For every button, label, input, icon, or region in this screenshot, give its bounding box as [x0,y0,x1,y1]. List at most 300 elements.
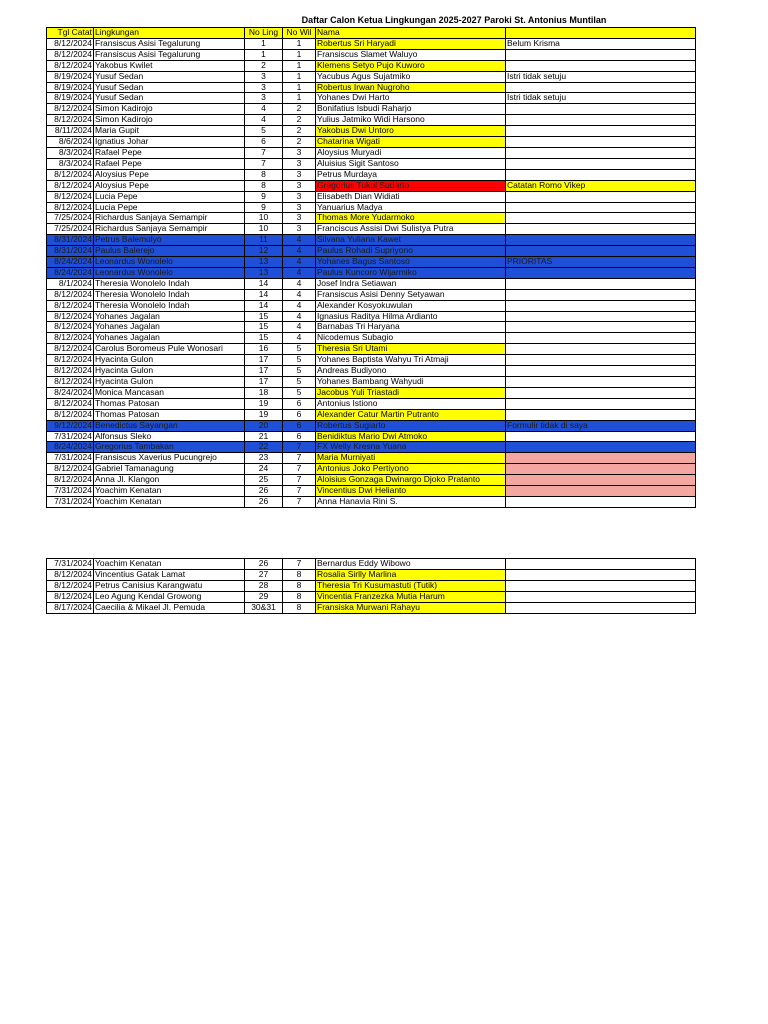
table-row [47,420,696,431]
document-title: Daftar Calon Ketua Lingkungan 2025-2027 Paroki St. Antonius Muntilan [301,15,607,25]
cell-lingkungan: Richardus Sanjaya Semampir [94,224,245,235]
cell-no-wil: 3 [283,169,316,180]
cell-lingkungan: Gabriel Tamanagung [94,464,245,475]
cell-note [506,202,696,213]
cell-no-ling: 24 [245,464,283,475]
cell-tgl-catat: 8/31/2024 [47,246,94,257]
cell-nama: Josef Indra Setiawan [316,278,506,289]
cell-lingkungan: Richardus Sanjaya Semampir [94,213,245,224]
cell-note [506,475,696,486]
cell-note [506,387,696,398]
cell-no-ling: 17 [245,377,283,388]
cell-no-wil: 4 [283,235,316,246]
cell-no-ling: 7 [245,158,283,169]
cell-no-ling: 16 [245,344,283,355]
cell-lingkungan: Fransiscus Asisi Tegalurung [94,49,245,60]
cell-no-wil: 4 [283,278,316,289]
cell-note [506,158,696,169]
cell-note [506,300,696,311]
table-row [47,267,696,278]
cell-tgl-catat: 8/12/2024 [47,580,94,591]
cell-lingkungan: Hyacinta Gulon [94,366,245,377]
cell-tgl-catat: 8/12/2024 [47,377,94,388]
cell-lingkungan: Lucia Pepe [94,191,245,202]
table-row [47,278,696,289]
cell-tgl-catat: 8/6/2024 [47,137,94,148]
cell-note [506,496,696,507]
cell-note [506,224,696,235]
cell-lingkungan: Theresia Wonolelo Indah [94,278,245,289]
table-row [47,453,696,464]
cell-tgl-catat: 8/12/2024 [47,38,94,49]
candidate-table [46,27,696,508]
cell-no-wil: 4 [283,333,316,344]
cell-tgl-catat: 8/12/2024 [47,191,94,202]
table-row [47,82,696,93]
cell-tgl-catat: 8/12/2024 [47,115,94,126]
cell-no-wil: 7 [283,442,316,453]
cell-nama: Antonius Istiono [316,398,506,409]
cell-tgl-catat: 7/31/2024 [47,453,94,464]
cell-no-ling: 3 [245,93,283,104]
cell-no-wil: 1 [283,60,316,71]
cell-tgl-catat: 7/31/2024 [47,486,94,497]
cell-no-ling: 22 [245,442,283,453]
cell-no-wil: 1 [283,82,316,93]
cell-tgl-catat: 8/31/2024 [47,235,94,246]
cell-lingkungan: Simon Kadirojo [94,104,245,115]
cell-note: Istri tidak setuju [506,93,696,104]
cell-no-wil: 3 [283,191,316,202]
cell-no-wil: 4 [283,289,316,300]
table-row [47,366,696,377]
cell-nama: Alexander Catur Martin Putranto [316,409,506,420]
cell-no-ling: 18 [245,387,283,398]
cell-no-ling: 1 [245,38,283,49]
cell-no-wil: 4 [283,267,316,278]
cell-note [506,267,696,278]
cell-note: Belum Krisma [506,38,696,49]
candidate-table-continued [46,558,696,614]
cell-nama: Bernardus Eddy Wibowo [316,559,506,570]
cell-tgl-catat: 8/12/2024 [47,366,94,377]
header-note [506,28,696,39]
cell-note [506,486,696,497]
cell-nama: Vincentius Dwi Helianto [316,486,506,497]
cell-no-wil: 5 [283,377,316,388]
cell-nama: Aloisius Gonzaga Dwinargo Djoko Pratanto [316,475,506,486]
cell-tgl-catat: 8/12/2024 [47,409,94,420]
cell-no-ling: 27 [245,569,283,580]
cell-tgl-catat: 8/12/2024 [47,475,94,486]
table-row [47,235,696,246]
table-row [47,398,696,409]
cell-nama: Fransiscus Slamet Waluyo [316,49,506,60]
cell-tgl-catat: 7/25/2024 [47,224,94,235]
cell-no-ling: 3 [245,82,283,93]
cell-lingkungan: Fransiscus Asisi Tegalurung [94,38,245,49]
cell-lingkungan: Alfonsus Sleko [94,431,245,442]
cell-nama: Yohanes Bagus Santoso [316,257,506,268]
cell-no-wil: 3 [283,213,316,224]
cell-no-ling: 2 [245,60,283,71]
cell-tgl-catat: 8/19/2024 [47,93,94,104]
cell-lingkungan: Carolus Boromeus Pule Wonosari [94,344,245,355]
header-no-wil: No Wil [283,28,316,39]
table-row [47,569,696,580]
cell-note [506,442,696,453]
header-tgl-catat: Tgl Catat [47,28,94,39]
cell-lingkungan: Vincentius Gatak Lamat [94,569,245,580]
cell-no-ling: 5 [245,126,283,137]
cell-tgl-catat: 8/12/2024 [47,311,94,322]
cell-no-wil: 5 [283,387,316,398]
cell-tgl-catat: 8/12/2024 [47,591,94,602]
cell-no-wil: 2 [283,115,316,126]
table-row [47,93,696,104]
cell-no-ling: 29 [245,591,283,602]
cell-tgl-catat: 8/12/2024 [47,60,94,71]
cell-nama: Thomas More Yudarmoko [316,213,506,224]
cell-nama: Nicodemus Subagio [316,333,506,344]
cell-note: Istri tidak setuju [506,71,696,82]
cell-lingkungan: Yohanes Jagalan [94,322,245,333]
cell-tgl-catat: 8/24/2024 [47,257,94,268]
cell-tgl-catat: 8/12/2024 [47,169,94,180]
cell-no-ling: 28 [245,580,283,591]
cell-lingkungan: Thomas Patosan [94,398,245,409]
table-row [47,311,696,322]
cell-lingkungan: Hyacinta Gulon [94,355,245,366]
cell-tgl-catat: 9/12/2024 [47,420,94,431]
cell-nama: Ignasius Raditya Hilma Ardianto [316,311,506,322]
cell-nama: Yakobus Dwi Untoro [316,126,506,137]
table-row [47,191,696,202]
cell-tgl-catat: 8/24/2024 [47,267,94,278]
cell-note: Formulir tidak di saya [506,420,696,431]
cell-lingkungan: Petrus Balemulyo [94,235,245,246]
table-row [47,202,696,213]
cell-no-ling: 10 [245,213,283,224]
cell-lingkungan: Yoachim Kenatan [94,496,245,507]
cell-note [506,591,696,602]
cell-tgl-catat: 7/25/2024 [47,213,94,224]
cell-no-wil: 8 [283,591,316,602]
cell-no-ling: 4 [245,104,283,115]
cell-nama: Elisabeth Dian Widiati [316,191,506,202]
cell-tgl-catat: 7/31/2024 [47,431,94,442]
cell-lingkungan: Yoachim Kenatan [94,486,245,497]
cell-lingkungan: Yusuf Sedan [94,93,245,104]
cell-no-ling: 15 [245,322,283,333]
cell-lingkungan: Yusuf Sedan [94,82,245,93]
cell-nama: Fransiska Murwani Rahayu [316,602,506,613]
cell-nama: Robertus Sugiarto [316,420,506,431]
cell-nama: Yulius Jatmiko Widi Harsono [316,115,506,126]
cell-no-wil: 7 [283,475,316,486]
cell-note [506,322,696,333]
cell-nama: Yacubus Agus Sujatmiko [316,71,506,82]
cell-no-wil: 6 [283,420,316,431]
cell-tgl-catat: 8/12/2024 [47,344,94,355]
cell-tgl-catat: 8/12/2024 [47,180,94,191]
table-row [47,559,696,570]
cell-lingkungan: Leonardus Wonolelo [94,267,245,278]
candidate-table-body [47,38,696,507]
cell-nama: Andreas Budiyono [316,366,506,377]
cell-tgl-catat: 8/24/2024 [47,387,94,398]
cell-lingkungan: Hyacinta Gulon [94,377,245,388]
cell-note [506,115,696,126]
cell-no-wil: 6 [283,398,316,409]
cell-nama: Petrus Murdaya [316,169,506,180]
cell-nama: Vincentia Franzezka Mutia Harum [316,591,506,602]
cell-nama: Paulus Kuncoro Wijarmiko [316,267,506,278]
cell-note [506,60,696,71]
cell-nama: Gregorius Tukul Sudarto [316,180,506,191]
cell-no-ling: 25 [245,475,283,486]
table-row [47,158,696,169]
cell-no-ling: 26 [245,486,283,497]
header-no-ling: No Ling [245,28,283,39]
cell-tgl-catat: 8/12/2024 [47,289,94,300]
cell-note [506,366,696,377]
table-row [47,38,696,49]
cell-nama: Bonifatius Isbudi Raharjo [316,104,506,115]
cell-nama: FX Welly Kresna Yuana [316,442,506,453]
cell-nama: Alexander Kosyokuwulan [316,300,506,311]
cell-no-wil: 8 [283,569,316,580]
cell-lingkungan: Petrus Canisius Karangwatu [94,580,245,591]
cell-no-ling: 26 [245,496,283,507]
table-row [47,137,696,148]
cell-no-ling: 1 [245,49,283,60]
cell-tgl-catat: 8/12/2024 [47,322,94,333]
cell-tgl-catat: 8/12/2024 [47,333,94,344]
table-row [47,387,696,398]
cell-no-wil: 7 [283,453,316,464]
cell-nama: Benidiktus Mario Dwi Atmoko [316,431,506,442]
cell-lingkungan: Aloysius Pepe [94,180,245,191]
cell-nama: Maria Murniyati [316,453,506,464]
cell-note: Catatan Romo Vikep [506,180,696,191]
cell-lingkungan: Yohanes Jagalan [94,333,245,344]
cell-nama: Yanuarius Madya [316,202,506,213]
cell-no-wil: 8 [283,602,316,613]
cell-note [506,377,696,388]
table-row [47,257,696,268]
cell-tgl-catat: 8/12/2024 [47,464,94,475]
cell-tgl-catat: 8/17/2024 [47,602,94,613]
cell-tgl-catat: 8/12/2024 [47,300,94,311]
cell-no-wil: 3 [283,147,316,158]
cell-no-ling: 20 [245,420,283,431]
table-row [47,49,696,60]
cell-no-wil: 4 [283,311,316,322]
table-row [47,486,696,497]
cell-no-wil: 4 [283,246,316,257]
table-row [47,60,696,71]
cell-tgl-catat: 8/12/2024 [47,49,94,60]
cell-tgl-catat: 8/12/2024 [47,355,94,366]
table-row [47,289,696,300]
cell-no-wil: 1 [283,49,316,60]
cell-no-ling: 14 [245,278,283,289]
table-header-row [47,28,696,39]
cell-no-ling: 8 [245,180,283,191]
cell-note [506,311,696,322]
cell-nama: Silvana Yuliana Kawet [316,235,506,246]
cell-no-ling: 17 [245,366,283,377]
cell-lingkungan: Theresia Wonolelo Indah [94,300,245,311]
cell-tgl-catat: 8/12/2024 [47,202,94,213]
cell-nama: Theresia Tri Kusumastuti (Tutik) [316,580,506,591]
cell-note [506,147,696,158]
cell-nama: Anna Hanavia Rini S. [316,496,506,507]
cell-lingkungan: Rafael Pepe [94,158,245,169]
cell-no-wil: 1 [283,93,316,104]
cell-no-ling: 14 [245,289,283,300]
table-row [47,409,696,420]
cell-note [506,191,696,202]
cell-nama: Klemens Setyo Pujo Kuworo [316,60,506,71]
table-row [47,126,696,137]
cell-nama: Yohanes Baptista Wahyu Tri Atmaji [316,355,506,366]
cell-no-ling: 4 [245,115,283,126]
cell-no-ling: 30&31 [245,602,283,613]
cell-no-wil: 5 [283,355,316,366]
cell-no-wil: 7 [283,559,316,570]
cell-no-wil: 3 [283,202,316,213]
cell-nama: Aloysius Muryadi [316,147,506,158]
cell-no-ling: 26 [245,559,283,570]
cell-note [506,169,696,180]
cell-note [506,333,696,344]
cell-note [506,235,696,246]
cell-no-wil: 7 [283,464,316,475]
cell-no-wil: 4 [283,322,316,333]
cell-no-ling: 19 [245,398,283,409]
cell-tgl-catat: 8/24/2024 [47,442,94,453]
cell-no-ling: 9 [245,202,283,213]
cell-tgl-catat: 8/11/2024 [47,126,94,137]
table-row [47,213,696,224]
cell-no-wil: 8 [283,580,316,591]
cell-note [506,431,696,442]
cell-nama: Rosalia Sirlly Marlina [316,569,506,580]
cell-lingkungan: Fransiscus Xaverius Pucungrejo [94,453,245,464]
cell-note [506,453,696,464]
cell-tgl-catat: 8/12/2024 [47,398,94,409]
cell-no-wil: 4 [283,257,316,268]
cell-lingkungan: Yusuf Sedan [94,71,245,82]
table-row [47,442,696,453]
cell-note [506,569,696,580]
cell-no-ling: 8 [245,169,283,180]
cell-no-wil: 2 [283,126,316,137]
cell-note [506,355,696,366]
cell-lingkungan: Caecilia & Mikael Jl. Pemuda [94,602,245,613]
cell-no-wil: 2 [283,104,316,115]
cell-note [506,344,696,355]
cell-no-ling: 15 [245,311,283,322]
cell-lingkungan: Yohanes Jagalan [94,311,245,322]
cell-no-ling: 19 [245,409,283,420]
cell-no-wil: 6 [283,409,316,420]
cell-note [506,82,696,93]
cell-no-ling: 6 [245,137,283,148]
cell-note [506,559,696,570]
cell-no-wil: 2 [283,137,316,148]
cell-lingkungan: Leonardus Wonolelo [94,257,245,268]
table-row [47,180,696,191]
cell-no-wil: 3 [283,224,316,235]
cell-no-wil: 7 [283,486,316,497]
cell-no-wil: 3 [283,158,316,169]
cell-no-wil: 4 [283,300,316,311]
cell-nama: Chatarina Wigati [316,137,506,148]
cell-tgl-catat: 8/12/2024 [47,104,94,115]
cell-no-ling: 14 [245,300,283,311]
cell-tgl-catat: 8/19/2024 [47,71,94,82]
table-row [47,115,696,126]
table-row [47,147,696,158]
cell-nama: Barnabas Tri Haryana [316,322,506,333]
cell-note [506,278,696,289]
cell-nama: Yohanes Dwi Harto [316,93,506,104]
cell-lingkungan: Ignatius Johar [94,137,245,148]
table-row [47,246,696,257]
table-row [47,431,696,442]
cell-lingkungan: Maria Gupit [94,126,245,137]
cell-note [506,580,696,591]
table-row [47,224,696,235]
cell-no-ling: 13 [245,267,283,278]
cell-lingkungan: Benedictus Sayangan [94,420,245,431]
cell-lingkungan: Theresia Wonolelo Indah [94,289,245,300]
cell-no-wil: 3 [283,180,316,191]
table-row [47,300,696,311]
cell-nama: Jacobus Yuli Triastadi [316,387,506,398]
candidate-table-continued-body [47,559,696,614]
cell-note [506,213,696,224]
cell-nama: Robertus Sri Haryadi [316,38,506,49]
table-row [47,355,696,366]
table-row [47,591,696,602]
cell-tgl-catat: 7/31/2024 [47,496,94,507]
table-row [47,464,696,475]
cell-nama: Paulus Rohadi Supriyono [316,246,506,257]
cell-tgl-catat: 8/3/2024 [47,158,94,169]
cell-nama: Franciscus Assisi Dwi Sulistya Putra [316,224,506,235]
table-row [47,71,696,82]
header-nama: Nama [316,28,506,39]
table-row [47,475,696,486]
cell-no-ling: 9 [245,191,283,202]
cell-lingkungan: Paulus Balerejo [94,246,245,257]
cell-lingkungan: Lucia Pepe [94,202,245,213]
table-row [47,322,696,333]
cell-lingkungan: Leo Agung Kendal Growong [94,591,245,602]
table-row [47,333,696,344]
cell-tgl-catat: 8/19/2024 [47,82,94,93]
cell-no-ling: 12 [245,246,283,257]
cell-no-ling: 21 [245,431,283,442]
cell-no-wil: 1 [283,38,316,49]
cell-no-ling: 7 [245,147,283,158]
table-row [47,169,696,180]
cell-tgl-catat: 8/3/2024 [47,147,94,158]
